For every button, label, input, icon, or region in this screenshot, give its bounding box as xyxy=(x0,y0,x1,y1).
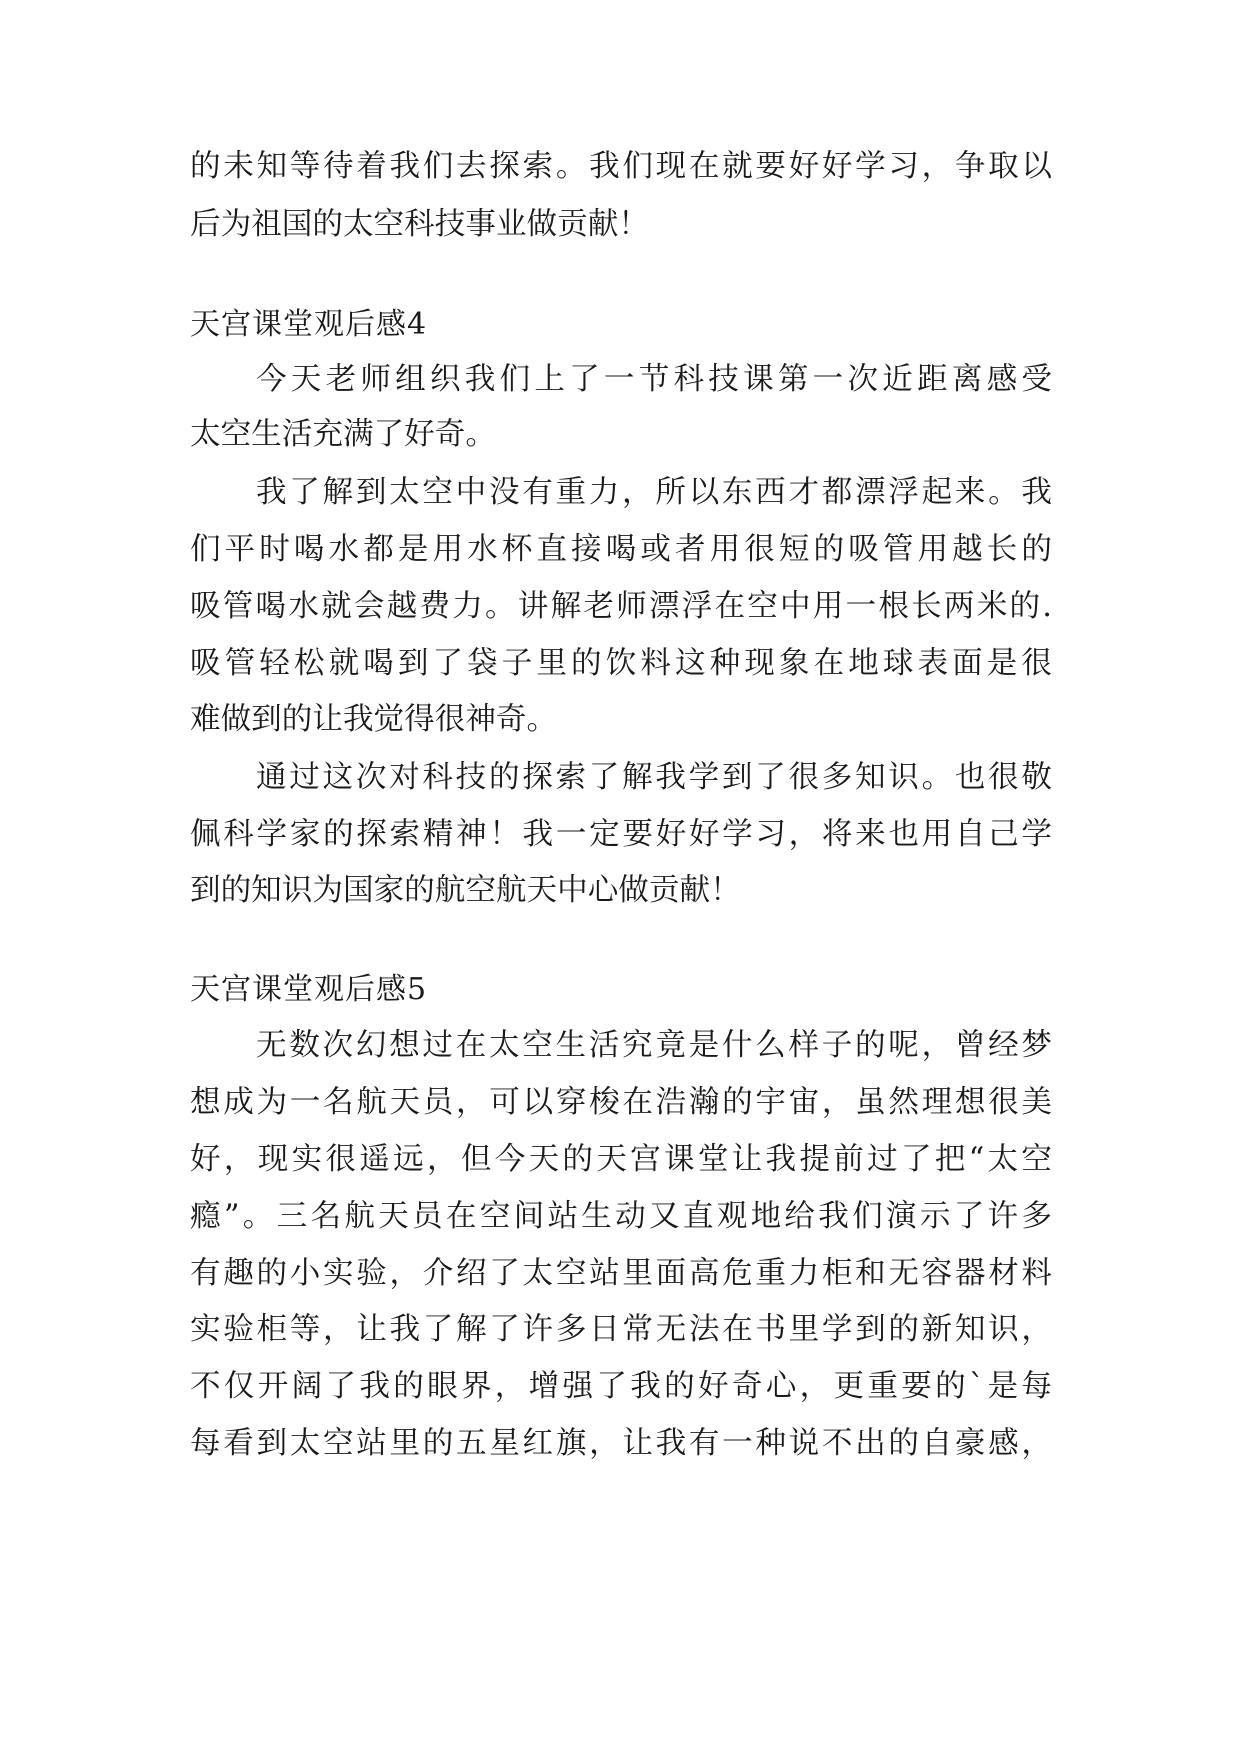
paragraph-line: 佩科学家的探索精神！我一定要好好学习，将来也用自己学 xyxy=(190,817,1052,852)
paragraph-line: 实验柜等，让我了解了许多日常无法在书里学到的新知识， xyxy=(190,1312,1052,1347)
paragraph-line: 太空生活充满了好奇。 xyxy=(190,417,496,452)
paragraph-line: 想成为一名航天员，可以穿梭在浩瀚的宇宙，虽然理想很美 xyxy=(190,1085,1052,1120)
section-heading: 天宫课堂观后感5 xyxy=(190,972,428,1007)
paragraph-line: 的未知等待着我们去探索。我们现在就要好好学习，争取以 xyxy=(190,149,1052,184)
paragraph-line: 无数次幻想过在太空生活究竟是什么样子的呢，曾经梦 xyxy=(256,1028,1052,1063)
paragraph-line: 每看到太空站里的五星红旗，让我有一种说不出的自豪感， xyxy=(190,1426,1052,1461)
paragraph-line: 好，现实很遥远，但今天的天宫课堂让我提前过了把“太空 xyxy=(190,1142,1052,1177)
paragraph-line: 今天老师组织我们上了一节科技课第一次近距离感受 xyxy=(256,362,1052,397)
paragraph-line: 我了解到太空中没有重力，所以东西才都漂浮起来。我 xyxy=(256,475,1052,510)
paragraph-line: 不仅开阔了我的眼界，增强了我的好奇心，更重要的`是每 xyxy=(190,1369,1052,1404)
paragraph-line: 吸管轻松就喝到了袋子里的饮料这种现象在地球表面是很 xyxy=(190,646,1052,681)
paragraph-line: 有趣的小实验，介绍了太空站里面高危重力柜和无容器材料 xyxy=(190,1256,1052,1291)
paragraph-line: 瘾”。三名航天员在空间站生动又直观地给我们演示了许多 xyxy=(190,1199,1052,1234)
paragraph-line: 到的知识为国家的航空航天中心做贡献！ xyxy=(190,873,741,908)
paragraph-line: 后为祖国的太空科技事业做贡献！ xyxy=(190,207,649,242)
paragraph-line: 通过这次对科技的探索了解我学到了很多知识。也很敬 xyxy=(256,760,1052,795)
paragraph-line: 们平时喝水都是用水杯直接喝或者用很短的吸管用越长的 xyxy=(190,532,1052,567)
paragraph-line: 难做到的让我觉得很神奇。 xyxy=(190,702,558,737)
paragraph-line: 吸管喝水就会越费力。讲解老师漂浮在空中用一根长两米的. xyxy=(190,589,1052,624)
section-heading: 天宫课堂观后感4 xyxy=(190,307,428,342)
